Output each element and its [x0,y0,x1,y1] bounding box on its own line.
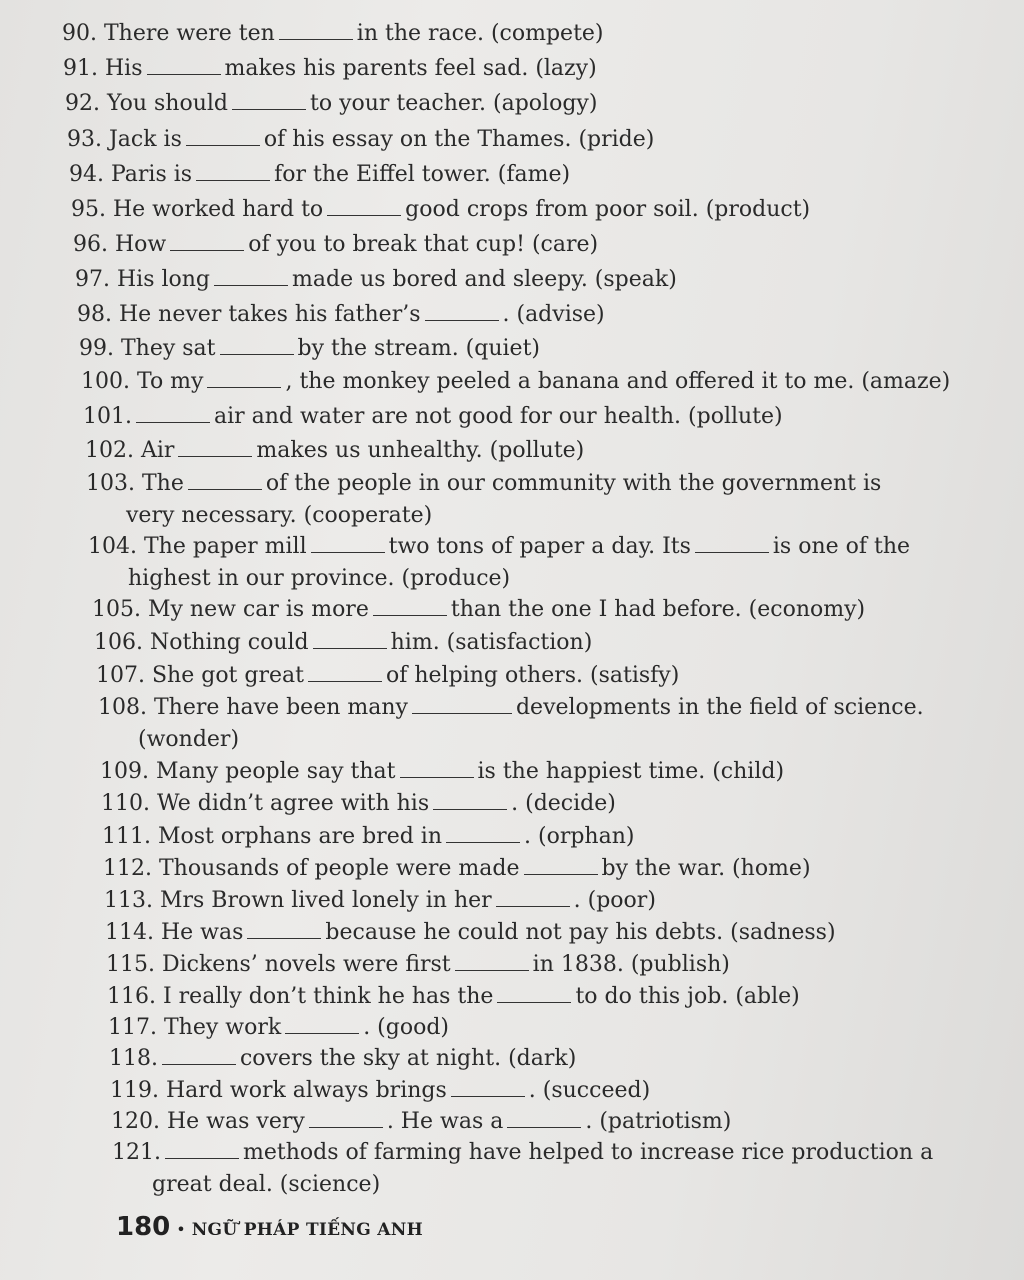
answer-blank[interactable] [186,125,260,146]
question-103: 103. The of the people in our community with the government is very necessary. (cooperate) [86,471,882,528]
question-113: 113. Mrs Brown lived lonely in her . (poor) [104,888,656,913]
answer-blank[interactable] [433,789,507,810]
question-90: 90. There were ten in the race. (compete) [62,21,604,46]
answer-blank[interactable] [188,469,262,490]
page-footer [116,1212,423,1242]
page-number: 180 [116,1212,171,1242]
answer-blank[interactable] [232,89,306,110]
question-119: 119. Hard work always brings . (succeed) [110,1078,651,1103]
question-97: 97. His long made us bored and sleepy. (speak) [75,267,677,292]
question-114: 114. He was because he could not pay his debts. (sadness) [105,920,836,945]
question-100: 100. To my , the monkey peeled a banana and offered it to me. (amaze) [81,369,951,394]
answer-blank[interactable] [147,54,221,75]
answer-blank[interactable] [178,436,252,457]
book-title: NGỮ PHÁP TIẾNG ANH [191,1220,423,1240]
question-91: 91. His makes his parents feel sad. (lazy) [63,56,597,81]
answer-blank[interactable] [327,195,401,216]
answer-blank[interactable] [446,822,520,843]
answer-blank[interactable] [695,532,769,553]
answer-blank[interactable] [247,918,321,939]
answer-blank[interactable] [524,854,598,875]
question-93: 93. Jack is of his essay on the Thames. (pride) [67,127,655,152]
answer-blank[interactable] [170,230,244,251]
answer-blank[interactable] [451,1076,525,1097]
answer-blank[interactable] [313,628,387,649]
question-118: 118. covers the sky at night. (dark) [109,1046,577,1071]
answer-blank[interactable] [497,982,571,1003]
answer-blank[interactable] [412,693,512,714]
question-107: 107. She got great of helping others. (satisfy) [96,663,680,688]
answer-blank[interactable] [311,532,385,553]
question-105: 105. My new car is more than the one I had before. (economy) [92,597,866,622]
question-96: 96. How of you to break that cup! (care) [73,232,599,257]
answer-blank[interactable] [308,661,382,682]
question-121: 121. methods of farming have helped to increase rice production a great deal. (science) [112,1140,934,1197]
answer-blank[interactable] [455,950,529,971]
answer-blank[interactable] [196,160,270,181]
answer-blank[interactable] [285,1013,359,1034]
question-112: 112. Thousands of people were made by the war. (home) [103,856,811,881]
question-111: 111. Most orphans are bred in . (orphan) [102,824,635,849]
answer-blank[interactable] [425,300,499,321]
question-104: 104. The paper mill two tons of paper a day. Its is one of the highest in our province. (produce) [88,534,911,591]
answer-blank[interactable] [507,1107,581,1128]
question-108: 108. There have been many developments in the field of science. (wonder) [98,695,924,752]
answer-blank[interactable] [400,757,474,778]
answer-blank[interactable] [165,1138,239,1159]
answer-blank[interactable] [207,367,281,388]
question-95: 95. He worked hard to good crops from poor soil. (product) [71,197,811,222]
question-116: 116. I really don’t think he has the to do this job. (able) [107,984,800,1009]
answer-blank[interactable] [496,886,570,907]
question-98: 98. He never takes his father’s . (advise) [77,302,605,327]
question-106: 106. Nothing could him. (satisfaction) [94,630,593,655]
question-101: 101. air and water are not good for our health. (pollute) [83,404,783,429]
question-99: 99. They sat by the stream. (quiet) [79,336,540,361]
answer-blank[interactable] [214,265,288,286]
question-117: 117. They work . (good) [108,1015,449,1040]
answer-blank[interactable] [162,1044,236,1065]
question-110: 110. We didn’t agree with his . (decide) [101,791,616,816]
question-92: 92. You should to your teacher. (apology) [65,91,598,116]
question-120: 120. He was very . He was a . (patriotism) [111,1109,732,1134]
question-94: 94. Paris is for the Eiffel tower. (fame) [69,162,571,187]
answer-blank[interactable] [279,19,353,40]
question-115: 115. Dickens’ novels were first in 1838. (publish) [106,952,730,977]
answer-blank[interactable] [220,334,294,355]
answer-blank[interactable] [136,402,210,423]
answer-blank[interactable] [309,1107,383,1128]
question-109: 109. Many people say that is the happiest time. (child) [100,759,785,784]
question-102: 102. Air makes us unhealthy. (pollute) [85,438,585,463]
bullet-icon: • [176,1220,186,1239]
answer-blank[interactable] [373,595,447,616]
